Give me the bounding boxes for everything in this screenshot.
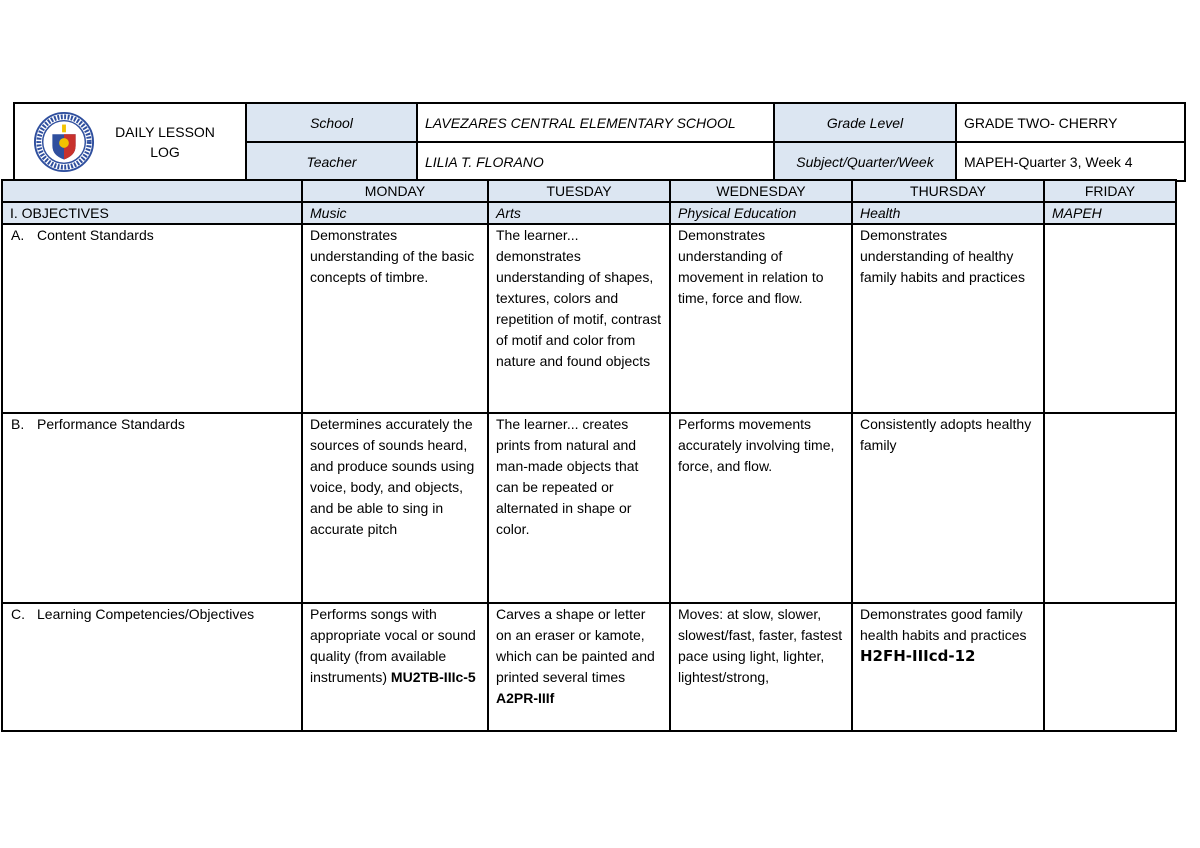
content-standards-label [2,224,302,413]
competencies-monday [302,603,488,731]
content-wednesday: Demonstrates understanding of movement in relation to time, force and flow. [670,224,852,413]
content-tuesday: The learner... demonstrates understanding of shapes, textures, colors and repetition of motif, contrast of motif and color from nature and found objects [488,224,670,413]
competencies-tuesday [488,603,670,731]
grade-level-value: GRADE TWO- CHERRY [956,103,1185,142]
objectives-row [2,202,1176,224]
competency-code: A2PR-IIIf [496,690,555,706]
subject-value: MAPEH-Quarter 3, Week 4 [956,142,1185,181]
competency-code: H2FH-IIIcd-12 [860,647,976,665]
competencies-friday [1044,603,1176,731]
row-label: Learning Competencies/Objectives [37,606,255,622]
content-friday [1044,224,1176,413]
performance-tuesday: The learner... creates prints from natural and man-made objects that can be repeated or alternated in shape or color. [488,413,670,603]
row-letter: A. [11,227,25,243]
day-friday: FRIDAY [1044,180,1176,202]
competency-text: Carves a shape or letter on an eraser or kamote, which can be painted and printed several times [496,606,655,685]
content-standards-row [2,224,1176,413]
subject-friday: MAPEH [1044,202,1176,224]
school-label: School [246,103,417,142]
header-table [13,102,1186,182]
performance-thursday: Consistently adopts healthy family [852,413,1044,603]
content-thursday: Demonstrates understanding of healthy family habits and practices [852,224,1044,413]
competencies-row [2,603,1176,731]
teacher-label: Teacher [246,142,417,181]
day-wednesday: WEDNESDAY [670,180,852,202]
competency-text: Demonstrates good family health habits and practices [860,606,1027,643]
row-letter: C. [11,606,25,622]
title-line-1: DAILY LESSON [115,124,215,140]
competency-text: Performs songs with appropriate vocal or sound quality (from available instruments) [310,606,476,685]
row-label: Performance Standards [37,416,185,432]
subject-monday: Music [302,202,488,224]
lesson-log-table [1,179,1177,732]
performance-monday: Determines accurately the sources of sounds heard, and produce sounds using voice, body, and objects, and be able to sing in accurate pitch [302,413,488,603]
school-value: LAVEZARES CENTRAL ELEMENTARY SCHOOL [417,103,774,142]
subject-thursday: Health [852,202,1044,224]
day-header-row [2,180,1176,202]
day-thursday: THURSDAY [852,180,1044,202]
subject-tuesday: Arts [488,202,670,224]
performance-standards-row [2,413,1176,603]
performance-friday [1044,413,1176,603]
teacher-value: LILIA T. FLORANO [417,142,774,181]
grade-level-label: Grade Level [774,103,956,142]
performance-wednesday: Performs movements accurately involving time, force, and flow. [670,413,852,603]
corner-cell [2,180,302,202]
title-line-2: LOG [150,144,180,160]
subject-label: Subject/Quarter/Week [774,142,956,181]
row-label: Content Standards [37,227,154,243]
subject-wednesday: Physical Education [670,202,852,224]
deped-seal-icon [33,111,95,173]
competency-code: MU2TB-IIIc-5 [390,669,476,685]
competencies-thursday [852,603,1044,731]
logo-cell [14,103,246,181]
row-letter: B. [11,416,25,432]
content-monday: Demonstrates understanding of the basic concepts of timbre. [302,224,488,413]
day-monday: MONDAY [302,180,488,202]
competencies-label [2,603,302,731]
objectives-label: I. OBJECTIVES [2,202,302,224]
day-tuesday: TUESDAY [488,180,670,202]
competencies-wednesday: Moves: at slow, slower, slowest/fast, faster, fastest pace using light, lighter, lightest/strong, [670,603,852,731]
performance-standards-label [2,413,302,603]
